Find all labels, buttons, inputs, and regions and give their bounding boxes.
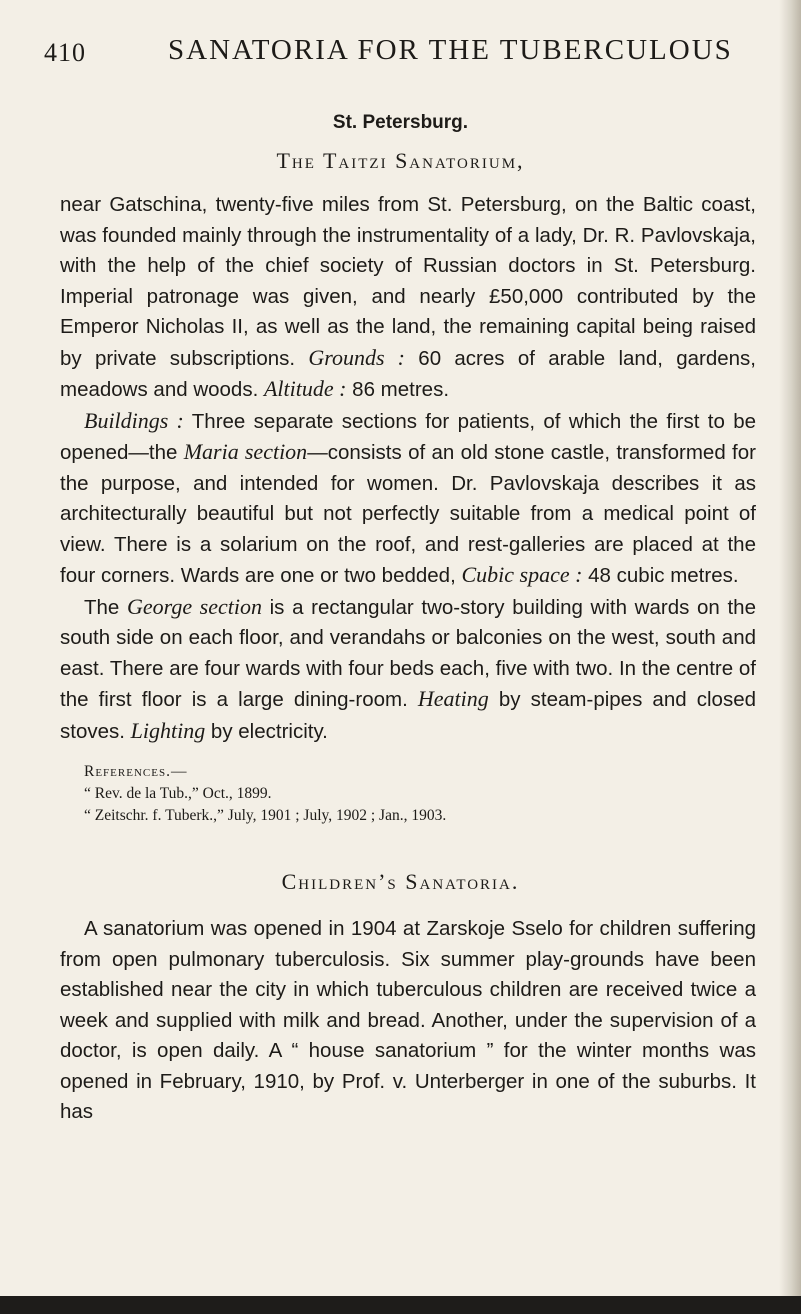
italic-term: Lighting [130,717,206,743]
paragraph-intro [60,190,756,406]
page-edge-shadow [779,0,801,1314]
italic-term: Maria section [183,439,308,464]
section-body-taitzi [60,190,756,747]
text-run: 48 cubic metres. [582,564,739,587]
paragraph-buildings [60,406,756,592]
text-run: 86 metres. [346,378,450,401]
section-title-taitzi: The Taitzi Sanatorium, [276,148,525,173]
section-body-childrens [60,914,756,1128]
text-run: by electricity. [205,719,328,743]
text-run: by steam-pipes and closed stoves. [60,688,757,743]
text-run: near Gatschina, twenty-five miles from St. Petersburg, on the Baltic coast, was founded mainly through the instrumentality of a lady, Dr. R. Pavlovskaja, with the help of the chief society of Russian doctors in St. Petersburg. Imperial patronage was given, and nearly £50,000 contributed by the Emperor Nicholas II, as well as the land, the remaining capital being raised by private subscriptions. [60,193,756,370]
scan-border [0,1296,801,1314]
running-title: SANATORIA FOR THE TUBERCULOUS [168,34,733,66]
text-run: The [84,595,127,619]
text-run: —consists of an old stone castle, transformed for the purpose, and intended for women. Dr. Pavlovskaja describes it as architecturally beautiful but not perfectly suitable from a medical point of view. There is a solarium on the roof, and rest-galleries are placed at the four corners. Wards are one or two bedded, [60,441,756,587]
reference-item: “ Rev. de la Tub.,” Oct., 1899. [84,785,272,802]
italic-term: Heating [417,686,489,711]
italic-term: Cubic space : [461,562,583,587]
reference-item: “ Zeitschr. f. Tuberk.,” July, 1901 ; July, 1902 ; Jan., 1903. [84,807,447,824]
text-run: 60 acres of arable land, gardens, meadows and woods. [60,346,756,401]
text-run: Three separate sections for patients, of which the first to be opened—the [60,409,756,464]
references-block [84,761,744,827]
paragraph-childrens: A sanatorium was opened in 1904 at Zarskoje Sselo for children suffering from open pulmonary tuberculosis. Six summer play-grounds have been established near the city in which tuberculous children are received twice a week and supplied with milk and bread. Another, under the supervision of a doctor, is open daily. A “ house sanatorium ” for the winter months was opened in February, 1910, by Prof. v. Unterberger in one of the suburbs. It has [60,917,756,1123]
text-run: is a rectangular two-story building with wards on the south side on each floor, and verandahs or balconies on the west, south and east. There are four wards with four beds each, five with two. In the centre of the first floor is a large dining-room. [60,595,756,711]
references-heading: References.— [84,763,188,780]
section-title-childrens: Children’s Sanatoria. [281,869,520,894]
page-number: 410 [44,38,86,67]
italic-term: Buildings : [84,407,184,433]
place-heading: St. Petersburg. [332,112,469,133]
italic-term: George section [127,593,262,619]
running-head [44,34,764,78]
italic-term: Altitude : [263,376,347,401]
paragraph-george-section [60,592,756,748]
italic-term: Grounds : [308,344,406,370]
